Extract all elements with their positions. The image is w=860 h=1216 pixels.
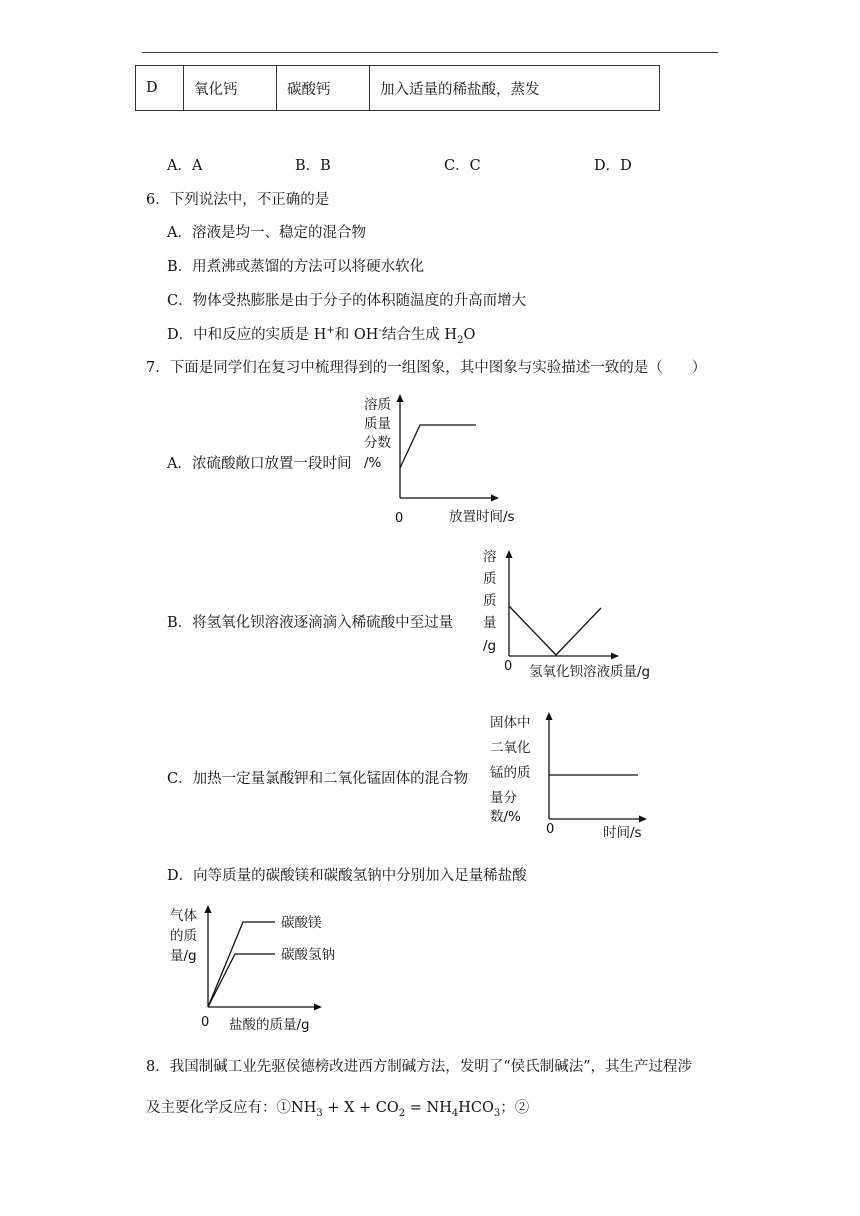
graph-d-x-arrow [314,1004,322,1011]
table-cell-letter: D [136,66,184,111]
eq-part-1: NH [291,1100,317,1116]
graph-b-ylabel-1: 溶 [483,549,497,565]
table-row [136,66,660,111]
graph-c-xlabel: 时间/s [603,825,642,841]
q6-option-a: A．溶液是均一、稳定的混合物 [167,225,366,241]
graph-a-ylabel-3: 分数 [364,435,391,451]
q7-option-a: A．浓硫酸敞口放置一段时间 [167,456,352,472]
eq-part-4: HCO [458,1100,494,1116]
graph-d [165,900,365,1035]
graph-b [478,543,678,683]
graph-c-x-arrow [639,816,647,823]
q6-option-d [167,323,475,346]
graph-a-origin: 0 [395,511,404,526]
graph-c [488,708,658,843]
graph-a-ylabel-4: /% [364,455,382,471]
q6-d-text-2: 和 OH [334,327,379,343]
graph-b-y-arrow [506,550,513,558]
graph-c-ylabel-3: 锰的质 [490,765,531,781]
graph-b-x-arrow [611,653,619,660]
graph-a-ylabel-2: 质量 [364,416,391,432]
graph-d-series-bottom: 碳酸氢钠 [281,947,335,963]
q5-option-b: B．B [295,158,331,174]
q8-line-2 [146,1096,529,1119]
graph-c-y-arrow [546,712,553,720]
graph-c-origin: 0 [546,822,555,837]
graph-b-xlabel: 氢氧化钡溶液质量/g [529,664,651,680]
header-rule [142,52,718,53]
graph-d-y-arrow [205,905,212,913]
graph-c-ylabel-4: 量分 [490,790,517,806]
q6-stem: 6．下列说法中，不正确的是 [146,192,330,208]
q6-d-sub: 2 [457,334,464,346]
eq-sub-4: 3 [493,1107,501,1119]
q6-d-sup-1: + [326,325,335,337]
table-cell-method: 加入适量的稀盐酸，蒸发 [370,66,660,111]
graph-d-ylabel-2: 的质 [170,928,197,944]
q6-d-text-1: D．中和反应的实质是 H [167,327,327,343]
eq-part-2: + X + CO [322,1100,399,1116]
eq-sub-2: 2 [398,1107,406,1119]
q7-option-c: C．加热一定量氯酸钾和二氧化锰固体的混合物 [167,771,469,787]
q6-option-b: B．用煮沸或蒸馏的方法可以将硬水软化 [167,259,425,275]
graph-b-origin: 0 [504,659,513,674]
q5-option-a: A．A [167,158,203,174]
graph-a-ylabel-1: 溶质 [364,397,391,413]
q8-line-2-end: ；② [500,1100,530,1116]
graph-b-ylabel-5: /g [483,638,497,654]
table-cell-reagent2: 碳酸钙 [277,66,370,111]
q7-option-d: D．向等质量的碳酸镁和碳酸氢钠中分别加入足量稀盐酸 [167,868,527,884]
graph-d-curve-top [208,922,275,1007]
graph-d-ylabel-3: 量/g [170,948,197,964]
q8-line-2-text: 及主要化学反应有：① [146,1100,291,1116]
q6-option-c: C．物体受热膨胀是由于分子的体积随温度的升高而增大 [167,293,527,309]
graph-d-ylabel-1: 气体 [170,908,197,924]
eq-part-3: = NH [405,1100,452,1116]
graph-c-ylabel-2: 二氧化 [490,740,531,756]
q6-d-text-4: O [463,327,476,343]
q5-option-d: D．D [594,158,632,174]
eq-sub-1: 3 [316,1107,323,1119]
table-cell-reagent1: 氧化钙 [184,66,277,111]
q7-option-b: B．将氢氧化钡溶液逐滴滴入稀硫酸中至过量 [167,615,454,631]
q8-line-1: 8．我国制碱工业先驱侯德榜改进西方制碱方法，发明了“侯氏制碱法”，其生产过程涉 [146,1059,693,1075]
graph-c-ylabel-5: 数/% [490,809,521,825]
graph-c-ylabel-1: 固体中 [490,715,531,731]
graph-b-ylabel-3: 质 [483,593,497,609]
q8-equation [291,1100,501,1119]
eq-sub-3: 4 [451,1107,459,1119]
graph-a-x-arrow [491,495,499,502]
graph-a-y-arrow [397,394,404,402]
graph-d-series-top: 碳酸镁 [281,915,322,931]
graph-a-xlabel: 放置时间/s [449,509,515,525]
graph-b-ylabel-2: 质 [483,571,497,587]
q6-d-text-3: 结合生成 H [381,327,458,343]
q7-stem: 7．下面是同学们在复习中梳理得到的一组图象，其中图象与实验描述一致的是（ ） [146,360,707,376]
options-table [135,65,660,111]
graph-b-ylabel-4: 量 [483,615,497,631]
q6-d-sup-2: - [378,325,382,337]
graph-d-origin: 0 [201,1015,210,1030]
graph-b-curve [509,606,601,655]
q5-option-c: C．C [444,158,481,174]
graph-d-curve-bottom [208,954,275,1007]
graph-a [355,392,535,528]
graph-a-curve [400,425,476,468]
graph-d-xlabel: 盐酸的质量/g [229,1017,310,1033]
